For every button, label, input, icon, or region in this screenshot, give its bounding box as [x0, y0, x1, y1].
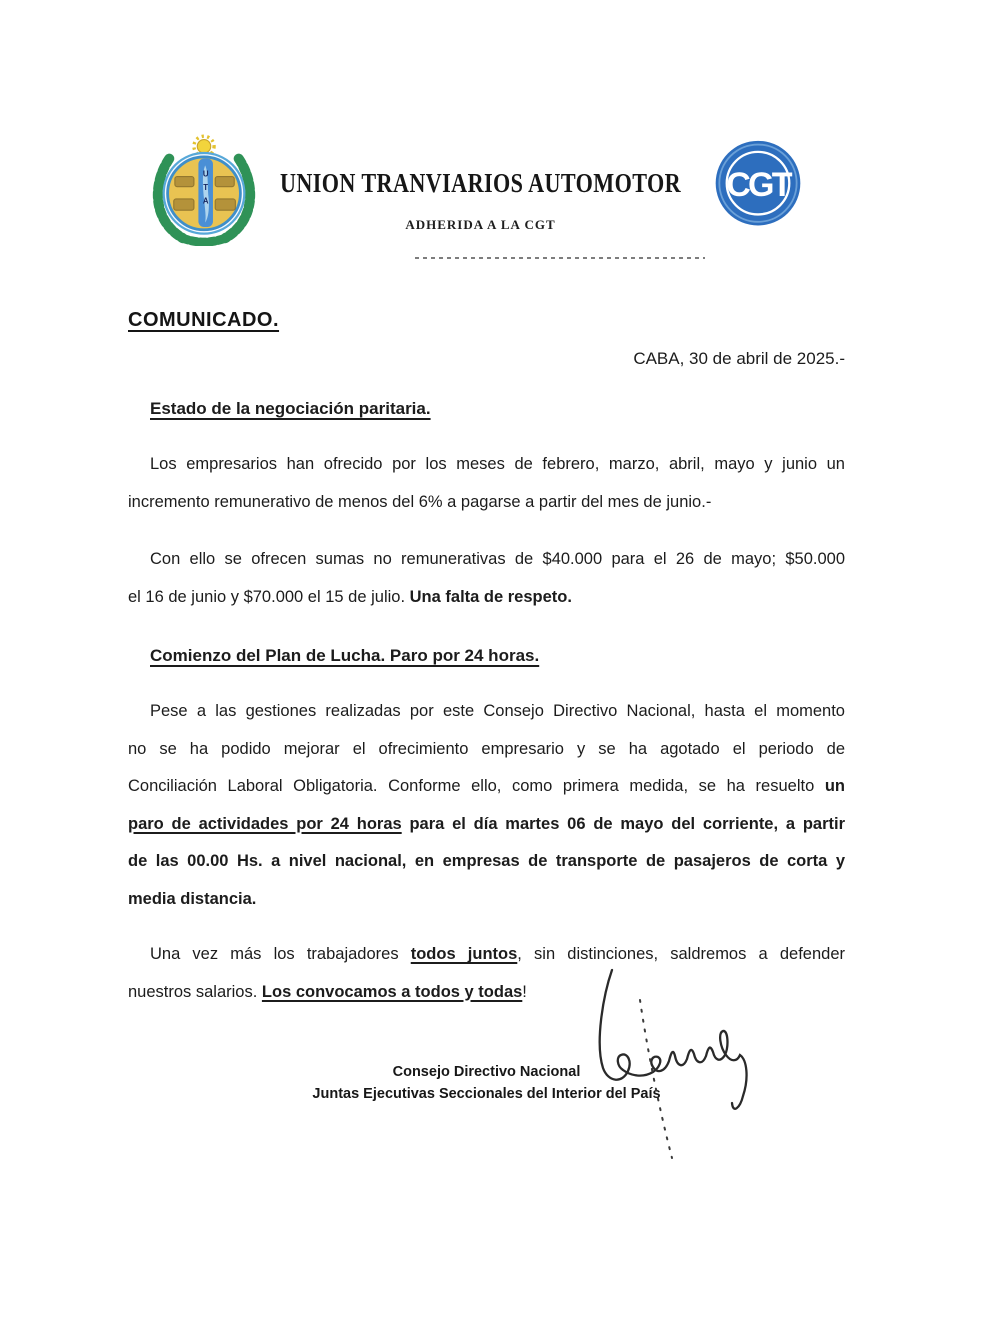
handwritten-signature: [575, 948, 770, 1173]
section-heading: [128, 390, 845, 428]
document-line: [128, 881, 845, 919]
cgt-letters: CGT: [726, 166, 790, 205]
section-heading: [128, 637, 845, 675]
document-line: [128, 843, 845, 881]
document-line: [128, 806, 845, 844]
dateline: CABA, 30 de abril de 2025.-: [633, 349, 845, 368]
document-line: [128, 446, 845, 484]
text-run: , sin distinciones, saldremos a defender: [517, 945, 845, 963]
document-line: [128, 541, 845, 579]
document-line: [128, 484, 845, 522]
document-line: [128, 390, 845, 428]
text-run: de las 00.00 Hs. a nivel nacional, en empresas de transporte de pasajeros de corta y: [128, 852, 845, 871]
document-line: [128, 637, 845, 675]
uta-letter-a: A: [202, 196, 209, 206]
org-name: UNION TRANVIARIOS AUTOMOTOR: [279, 168, 682, 198]
text-run: !: [522, 982, 527, 1001]
document-title: COMUNICADO.: [128, 309, 280, 331]
uta-letter-t: T: [203, 183, 209, 192]
paragraph: [128, 446, 845, 521]
text-run: todos juntos: [410, 945, 518, 963]
document-line: [128, 579, 845, 617]
text-run: paro de actividades por 24 horas: [128, 814, 402, 833]
signature-line-1: Consejo Directivo Nacional: [392, 1064, 581, 1080]
paragraph: [128, 541, 845, 616]
text-run: no se ha podido mejorar el ofrecimiento empresario y se ha agotado el periodo de: [128, 739, 845, 758]
document-line: [128, 693, 845, 731]
document-line: [128, 731, 845, 769]
text-run: incremento remunerativo de menos del 6% a pagarse a partir del mes de junio.-: [128, 492, 712, 511]
text-run: Pese a las gestiones realizadas por este Consejo Directivo Nacional, hasta el momento: [150, 702, 845, 720]
text-run: Conciliación Laboral Obligatoria. Conforme ello, como primera medida, se ha resuelto: [128, 777, 825, 796]
text-run: para el día martes 06 de mayo del corriente, a partir: [401, 814, 845, 833]
uta-letter-u: U: [202, 169, 209, 179]
text-run: Los convocamos a todos y todas: [261, 982, 523, 1001]
org-affiliation: ADHERIDA A LA CGT: [405, 217, 556, 232]
document-line: [128, 768, 845, 806]
text-run: Los empresarios han ofrecido por los meses de febrero, marzo, abril, mayo y junio un: [150, 455, 845, 473]
text-run: un: [824, 777, 845, 796]
text-run: el 16 de junio y $70.000 el 15 de julio.: [128, 587, 410, 606]
paragraph: [128, 693, 845, 919]
text-run: Con ello se ofrecen sumas no remunerativas de $40.000 para el 26 de mayo; $50.000: [150, 550, 845, 568]
text-run: Una vez más los trabajadores: [150, 945, 411, 963]
signature-line-2: Juntas Ejecutivas Seccionales del Interior del País: [312, 1086, 661, 1102]
text-run: media distancia.: [128, 889, 257, 908]
text-run: Una falta de respeto.: [409, 587, 572, 606]
text-run: Comienzo del Plan de Lucha. Paro por 24 horas.: [150, 646, 540, 665]
text-run: nuestros salarios.: [128, 982, 262, 1001]
text-run: Estado de la negociación paritaria.: [150, 399, 431, 418]
